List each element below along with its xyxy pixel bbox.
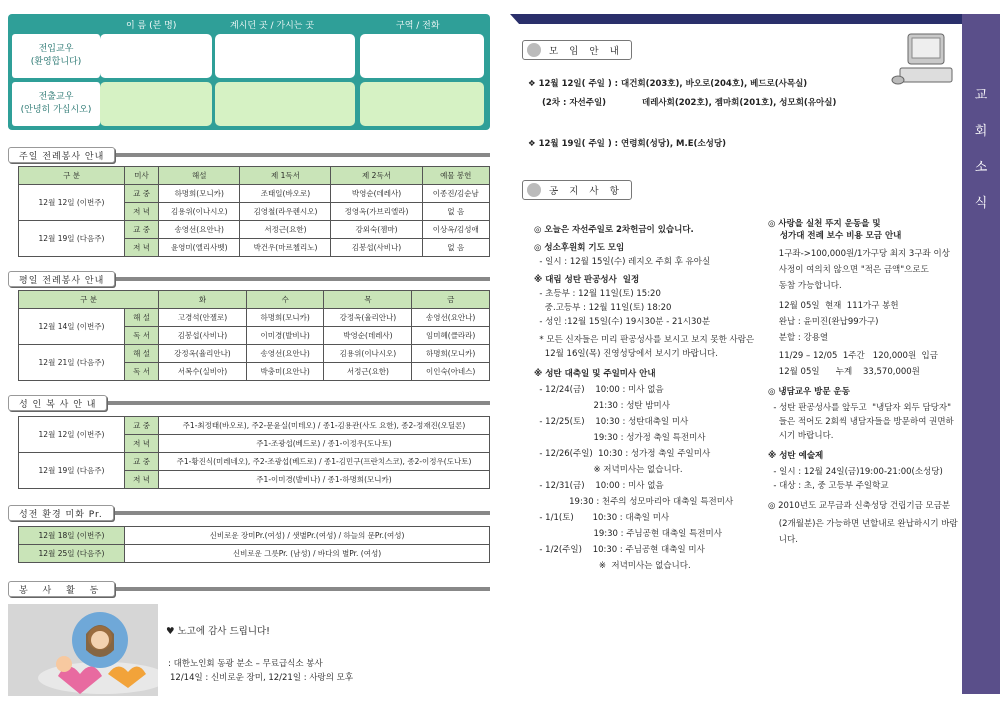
table-cell: 저 녁	[125, 203, 159, 221]
notice-right-line: - 대상 : 초, 중 고등부 주일학교	[768, 481, 889, 491]
notice-left-line: - 12/24(금) 10:00 : 미사 없음	[534, 385, 664, 395]
notice-right-line: ◎ 2010년도 교무금과 신축성당 건립기금 모금분	[768, 501, 951, 511]
notice-right-line: 1구좌->100,000원/1가구당 최지 3구좌 이상	[768, 249, 950, 259]
table-cell: 송영선(요안나)	[246, 345, 324, 363]
left-page	[8, 14, 490, 694]
side-char-3: 소	[974, 160, 988, 175]
weekday-table	[18, 290, 490, 381]
table-cell: 서정근(요한)	[324, 363, 412, 381]
sunday-title: 주일 전례봉사 안내	[8, 147, 115, 163]
person-icon	[527, 183, 541, 197]
notice-right-line: 성가대 전례 보수 비용 모금 안내	[768, 231, 902, 241]
sunday-h-0: 구 분	[19, 167, 125, 185]
reg-in-contact[interactable]	[360, 34, 484, 78]
weekday-h-0: 구 분	[19, 291, 159, 309]
notice-left-line: - 1/1(토) 10:30 : 대축일 미사	[534, 513, 670, 523]
env-date-1: 12월 18일 (이번주)	[19, 527, 125, 545]
table-cell: 주1-최정태(바오로), 주2-문윤실(미테오) / 종1-김용관(사도 요한), 종2-정재진(오딜론)	[159, 417, 490, 435]
notice-left-line: 19:30 : 천주의 성모마리아 대축일 특전미사	[534, 497, 734, 507]
table-cell: 독 서	[125, 327, 159, 345]
reg-header-contact: 구역 / 전화	[396, 21, 440, 31]
table-cell: 이종진/김순남	[422, 185, 489, 203]
right-page	[510, 14, 1000, 694]
sunday-table	[18, 166, 490, 257]
table-cell: 이미경(발비나)	[246, 327, 324, 345]
computer-icon	[890, 30, 960, 90]
table-cell: 주1-조광섭(베드로) / 종1-이정우(도나토)	[159, 435, 490, 453]
table-cell: 박건우(마르첼리노)	[240, 239, 331, 257]
table-cell: 저 녁	[125, 435, 159, 453]
table-cell: 윤영미(엘리사벳)	[159, 239, 240, 257]
weekday-date-1: 12월 14일 (이번주)	[19, 309, 125, 345]
reg-label-out: 전출교우 (안녕히 가십시오)	[12, 82, 100, 126]
notice-left-line: 21:30 : 성탄 밤미사	[534, 401, 670, 411]
notice-left-line: - 12/31(금) 10:00 : 미사 없음	[534, 481, 664, 491]
sunday-h-1: 미사	[125, 167, 159, 185]
weekday-h-3: 목	[324, 291, 412, 309]
reg-out-contact[interactable]	[360, 82, 484, 126]
table-cell: 독 서	[125, 363, 159, 381]
notice-left-line: 중.고등부 : 12월 11일(토) 18:20	[534, 303, 672, 313]
sunday-h-2: 해설	[159, 167, 240, 185]
notice-left-line: ※ 저녁미사는 없습니다.	[534, 465, 683, 475]
notice-left-line: - 초등부 : 12월 11일(토) 15:20	[534, 289, 661, 299]
table-cell: 해 설	[125, 345, 159, 363]
table-cell: 박영순(데레사)	[331, 185, 422, 203]
reg-out-name[interactable]	[100, 82, 212, 126]
table-cell: 해 설	[125, 309, 159, 327]
registration-panel	[8, 14, 490, 130]
notice-right-line: (2개월분)은 가능하면 년할내로 완납하시기 바람	[768, 519, 958, 529]
table-cell: 송영선(요안나)	[412, 309, 490, 327]
meeting-title: 모 임 안 내	[549, 46, 623, 57]
sunday-date-1: 12월 12일 (이번주)	[19, 185, 125, 221]
service-thanks: ♥ 노고에 감사 드립니다!	[166, 626, 270, 637]
meeting-section-header	[522, 40, 632, 60]
side-char-2: 회	[974, 124, 988, 139]
notice-left-line: ※ 대림 성탄 판공성사 일정	[534, 275, 640, 285]
table-cell: 박충미(요안나)	[246, 363, 324, 381]
notice-right-line: 완납 : 윤미진(완납99가구)	[768, 317, 879, 327]
table-cell: 교 중	[125, 417, 159, 435]
notice-left-line: - 일시 : 12월 15일(수) 레지오 주회 후 유아실	[534, 257, 711, 267]
env-table	[18, 526, 490, 563]
altar-date-2: 12월 19일 (다음주)	[19, 453, 125, 489]
table-cell: 하명희(모니카)	[412, 345, 490, 363]
table-cell: 이상옥/김성애	[422, 221, 489, 239]
table-cell: 주1-황진식(미레네오), 주2-조광섭(베드로) / 종1-김민구(프란치스코), 종2-이정우(도나토)	[159, 453, 490, 471]
table-cell: 신비로운 장미Pr.(여성) / 샛별Pr.(여성) / 하늘의 문Pr.(여성)	[125, 527, 490, 545]
notice-left-line: ◎ 성소후원회 기도 모임	[534, 243, 625, 253]
notice-right-line: 니다.	[768, 535, 798, 545]
altar-date-1: 12월 12일 (이번주)	[19, 417, 125, 453]
weekday-date-2: 12월 21일 (다음주)	[19, 345, 125, 381]
meeting-line-2b: 데레사회(202호), 젬마회(201호), 성모회(유아실)	[642, 98, 837, 108]
notice-left-line: 12월 16일(목) 진영성당에서 보시기 바랍니다.	[534, 349, 718, 359]
meeting-line-3: ❖ 12월 19일( 주일 ) : 연령회(성당), M.E(소성당)	[528, 139, 726, 149]
top-banner	[510, 14, 964, 24]
table-cell: 교 중	[125, 453, 159, 471]
altar-title: 성 인 복 사 안 내	[8, 395, 107, 411]
notice-left-line: 19:30 : 주님공현 대축일 특전미사	[534, 529, 722, 539]
notice-left-line: ◎ 오늘은 자선주일로 2차헌금이 있습니다.	[534, 225, 694, 235]
table-cell: 조태일(바오로)	[240, 185, 331, 203]
reg-out-place[interactable]	[215, 82, 355, 126]
notice-left-line: - 1/2(주일) 10:30 : 주님공현 대축일 미사	[534, 545, 705, 555]
table-cell: 김용위(이나시오)	[324, 345, 412, 363]
reg-header-place: 계시던 곳 / 가시는 곳	[230, 21, 315, 31]
notice-right-line: ◎ 냉담교우 방문 운동	[768, 387, 850, 397]
reg-in-name[interactable]	[100, 34, 212, 78]
table-cell: 신비로운 그릇Pr. (남성) / 바다의 별Pr. (여성)	[125, 545, 490, 563]
notice-left-line: - 12/25(토) 10:30 : 성탄대축일 미사	[534, 417, 689, 427]
notice-left-line: ※ 저녁미사는 없습니다.	[534, 561, 691, 571]
notice-right-line: 분할 : 강용열	[768, 333, 829, 343]
weekday-h-2: 수	[246, 291, 324, 309]
notice-left-line: - 성인 :12월 15일(수) 19시30분 - 21시30분	[534, 317, 711, 327]
notice-right-line: ◎ 사랑을 실천 뚜지 운동을 및	[768, 219, 881, 229]
notice-title: 공 지 사 항	[549, 186, 623, 197]
service-section-header	[8, 580, 115, 598]
table-cell: 서정근(요한)	[240, 221, 331, 239]
table-cell: 박영순(데레사)	[324, 327, 412, 345]
table-cell: 고경석(안젤로)	[159, 309, 247, 327]
table-cell: 강외숙(젬마)	[331, 221, 422, 239]
table-cell: 없 음	[422, 203, 489, 221]
notice-right-line: 12월 05일 누계 33,570,000원	[768, 367, 920, 377]
notice-left-line: ※ 성탄 대축일 및 주일미사 안내	[534, 369, 656, 379]
notice-right-line: 11/29 – 12/05 1주간 120,000원 입금	[768, 351, 938, 361]
altar-section-header	[8, 394, 107, 412]
table-cell: 김용위(이나시오)	[159, 203, 240, 221]
notice-right-line: - 일시 : 12월 24일(금)19:00-21:00(소성당)	[768, 467, 943, 477]
jesus-illustration-icon	[28, 606, 168, 696]
table-cell: 송영선(요안나)	[159, 221, 240, 239]
notice-left-line: 19:30 : 성가정 축일 특전미사	[534, 433, 706, 443]
service-line-1: : 대한노인회 동광 분소 – 무료급식소 봉사	[168, 659, 323, 669]
sunday-section-header	[8, 146, 115, 164]
altar-table	[18, 416, 490, 489]
table-cell: 김봉섭(사비나)	[159, 327, 247, 345]
sunday-h-4: 제 2독서	[331, 167, 422, 185]
meeting-line-2a: (2차 : 자선주일)	[542, 98, 607, 108]
table-cell: 김영철(라우렌시오)	[240, 203, 331, 221]
weekday-section-header	[8, 270, 115, 288]
table-cell: 하명희(모니카)	[246, 309, 324, 327]
service-line-2: 12/14일 : 신비로운 장미, 12/21일 : 사랑의 모후	[170, 673, 354, 683]
service-title: 봉 사 활 동	[8, 581, 115, 597]
notice-left-line: - 12/26(주일) 10:30 : 성가정 축일 주일미사	[534, 449, 711, 459]
side-char-1: 교	[974, 88, 988, 103]
reg-header-name: 이 름 (본 명)	[126, 21, 177, 31]
person-icon	[527, 43, 541, 57]
table-cell: 교 중	[125, 221, 159, 239]
weekday-title: 평일 전례봉사 안내	[8, 271, 115, 287]
table-cell: 저 녁	[125, 471, 159, 489]
sunday-date-2: 12월 19일 (다음주)	[19, 221, 125, 257]
meeting-line-1: ❖ 12월 12일( 주일 ) : 대건회(203호), 바오로(204호), 베드로(사목실)	[528, 79, 808, 89]
notice-right-line: 들은 적어도 2회씩 냉담자들을 방문하여 권면하	[768, 417, 954, 427]
table-cell: 임미혜(클라라)	[412, 327, 490, 345]
env-title: 성전 환경 미화 Pr.	[8, 505, 114, 521]
env-section-header	[8, 504, 114, 522]
side-char-4: 식	[974, 196, 988, 211]
notice-right-line: 사정이 여의치 않으면 "적은 금액"으로도	[768, 265, 929, 275]
table-cell: 교 중	[125, 185, 159, 203]
weekday-h-1: 화	[159, 291, 247, 309]
notice-right-line: - 성탄 판공성사를 앞두고 "냉담자 외두 담당자"	[768, 403, 952, 413]
weekday-h-4: 금	[412, 291, 490, 309]
table-cell: 주1-이미경(발비나) / 종1-하명희(모니카)	[159, 471, 490, 489]
reg-label-in: 전입교우 (환영합니다)	[12, 34, 100, 78]
notice-right-line: 시기 바랍니다.	[768, 431, 834, 441]
table-cell: 정영옥(가브리엘라)	[331, 203, 422, 221]
notice-right-line: 동참 가능합니다.	[768, 281, 842, 291]
table-cell: 강정옥(율리안나)	[324, 309, 412, 327]
table-cell: 저 녁	[125, 239, 159, 257]
notice-left-line: * 모든 신자들은 미리 판공성사를 보시고 보지 못한 사람은	[534, 335, 755, 345]
service-panel	[8, 604, 490, 696]
sunday-h-5: 예물 봉헌	[422, 167, 489, 185]
notice-section-header	[522, 180, 632, 200]
sunday-h-3: 제 1독서	[240, 167, 331, 185]
table-cell: 강정옥(율리안나)	[159, 345, 247, 363]
notice-right-line: ※ 성탄 예술제	[768, 451, 824, 461]
table-cell: 김봉섭(사비나)	[331, 239, 422, 257]
sidebar	[962, 14, 1000, 694]
reg-in-place[interactable]	[215, 34, 355, 78]
table-cell: 없 음	[422, 239, 489, 257]
table-cell: 서복수(실비아)	[159, 363, 247, 381]
table-cell: 하명희(모니카)	[159, 185, 240, 203]
table-cell: 이인숙(아네스)	[412, 363, 490, 381]
env-date-2: 12월 25일 (다음주)	[19, 545, 125, 563]
notice-right-line: 12월 05일 현재 111가구 봉헌	[768, 301, 899, 311]
